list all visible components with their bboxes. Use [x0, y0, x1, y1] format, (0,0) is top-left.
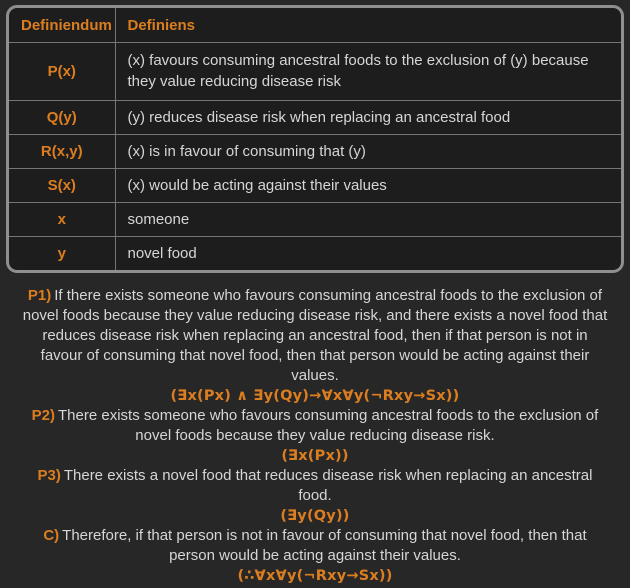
premise-p2	[20, 406, 610, 466]
premise-text: There exists a novel food that reduces disease risk when replacing an ancestral food.	[63, 467, 593, 504]
premise-label: P3)	[37, 467, 61, 484]
premise-formula: (∃y(Qy))	[280, 508, 350, 524]
logic-worksheet	[0, 5, 630, 588]
premise-label: P1)	[27, 287, 52, 304]
definiens-cell: someone	[115, 203, 621, 237]
argument-section	[20, 286, 610, 586]
premise-statement	[20, 526, 610, 566]
definiendum-cell: x	[9, 203, 115, 237]
definiendum-cell: S(x)	[9, 169, 115, 203]
table-row	[9, 43, 621, 101]
table-row	[9, 237, 621, 271]
table-row	[9, 135, 621, 169]
premise-formula: (∃x(Px))	[281, 448, 349, 464]
table-row	[9, 101, 621, 135]
premise-label: C)	[43, 527, 60, 544]
definiendum-cell: R(x,y)	[9, 135, 115, 169]
definiens-cell: novel food	[115, 237, 621, 271]
table-row	[9, 203, 621, 237]
premise-formula: (∃x(Px) ∧ ∃y(Qy)→∀x∀y(¬Rxy→Sx))	[170, 388, 460, 404]
definiens-cell: (x) would be acting against their values	[115, 169, 621, 203]
definiendum-cell: P(x)	[9, 43, 115, 101]
conclusion-formula: (∴∀x∀y(¬Rxy→Sx))	[237, 568, 393, 584]
definiens-cell: (x) favours consuming ancestral foods to the exclusion of (y) because they value reducing disease risk	[115, 43, 621, 101]
conclusion	[20, 526, 610, 586]
premise-text: Therefore, if that person is not in favour of consuming that novel food, then that person would be acting against their values.	[62, 527, 587, 564]
header-definiendum: Definiendum	[21, 17, 112, 34]
premise-text: If there exists someone who favours consuming ancestral foods to the exclusion of novel foods because they value reducing disease risk, and there exists a novel food that reduces disease risk when replacing an ancestral food, then if that person is not in favour of consuming that novel food, then that person would be acting against their values.	[22, 287, 608, 384]
premise-label: P2)	[31, 407, 56, 424]
definiens-cell: (y) reduces disease risk when replacing an ancestral food	[115, 101, 621, 135]
premise-statement	[20, 406, 610, 446]
premise-statement	[20, 466, 610, 506]
premise-p3	[20, 466, 610, 526]
table-row	[9, 169, 621, 203]
definiendum-cell: Q(y)	[9, 101, 115, 135]
definiendum-cell: y	[9, 237, 115, 271]
definiens-cell: (x) is in favour of consuming that (y)	[115, 135, 621, 169]
definitions-table-container	[6, 5, 624, 273]
premise-p1	[20, 286, 610, 406]
premise-statement	[20, 286, 610, 386]
table-header-row	[9, 8, 621, 43]
definitions-table	[9, 8, 621, 270]
premise-text: There exists someone who favours consuming ancestral foods to the exclusion of novel foods because they value reducing disease risk.	[58, 407, 599, 444]
header-definiens: Definiens	[115, 8, 621, 43]
